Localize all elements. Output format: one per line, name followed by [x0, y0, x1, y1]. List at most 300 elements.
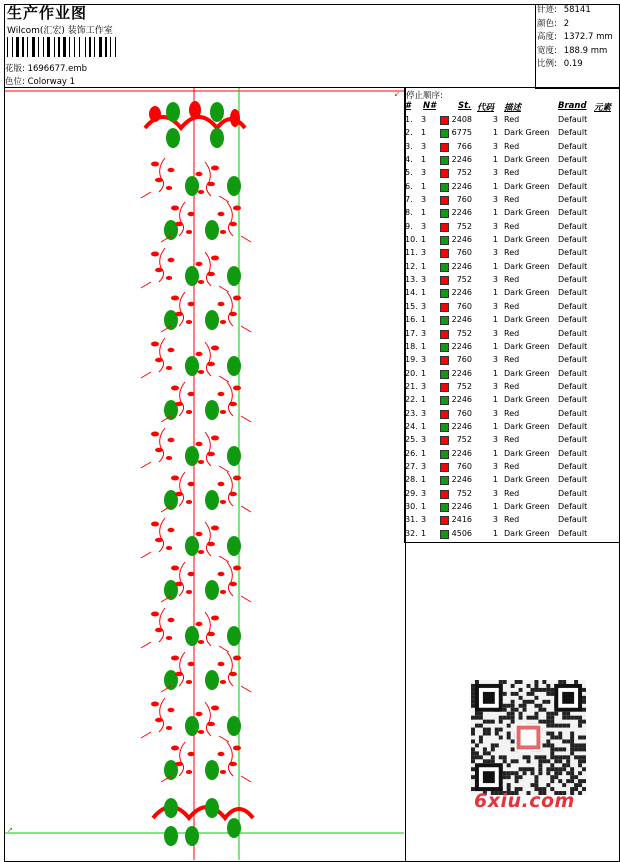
stitch-path: [205, 432, 211, 466]
row-code: 3: [492, 248, 498, 258]
row-needle: 3: [421, 195, 427, 205]
stitch-motif: [155, 268, 163, 272]
row-description: Red: [504, 355, 520, 365]
stitch-motif: [233, 206, 241, 211]
row-code: 1: [492, 448, 498, 458]
stitch-motif: [151, 702, 159, 707]
stitch-motif: [166, 366, 172, 370]
row-index: 12.: [405, 261, 418, 271]
row-description: Dark Green: [504, 528, 550, 538]
color-swatch: [440, 530, 449, 539]
row-stitches: 752: [456, 435, 472, 445]
row-code: 3: [492, 328, 498, 338]
table-row: [404, 514, 619, 527]
row-stitches: 4506: [451, 528, 472, 538]
row-index: 19.: [405, 355, 418, 365]
color-swatch: [440, 129, 449, 138]
stitch-motif: [207, 452, 215, 456]
color-swatch: [440, 410, 449, 419]
stitch-motif: [211, 346, 219, 351]
stitch-motif: [207, 272, 215, 276]
stitch-path: [159, 698, 165, 732]
row-needle: 1: [421, 421, 427, 431]
row-needle: 3: [421, 408, 427, 418]
row-description: Dark Green: [504, 341, 550, 351]
row-stitches: 2246: [451, 368, 472, 378]
stitch-motif: [171, 476, 179, 481]
stitch-path: [241, 236, 251, 242]
stitch-motif: [218, 752, 225, 756]
table-row: [404, 528, 619, 541]
row-stitches: 752: [456, 221, 472, 231]
stitch-motif: [186, 500, 192, 504]
row-needle: 1: [421, 448, 427, 458]
color-swatch: [440, 156, 449, 165]
stitch-motif: [164, 826, 178, 846]
row-needle: 3: [421, 381, 427, 391]
embroidery-preview: [5, 88, 404, 860]
stitch-path: [205, 612, 211, 646]
stitch-motif: [198, 460, 204, 464]
stitch-path: [159, 338, 165, 372]
stop-sequence-title: 停止顺序:: [406, 91, 443, 101]
row-index: 21.: [405, 381, 418, 391]
color-swatch: [440, 236, 449, 245]
row-code: 3: [492, 461, 498, 471]
stitch-motif: [198, 370, 204, 374]
table-row: [404, 501, 619, 514]
row-needle: 3: [421, 328, 427, 338]
row-code: 1: [492, 261, 498, 271]
stitch-motif: [155, 178, 163, 182]
table-row: [404, 154, 619, 167]
stitch-motif: [175, 402, 183, 406]
stitch-motif: [220, 680, 226, 684]
row-code: 1: [492, 208, 498, 218]
color-swatch: [440, 169, 449, 178]
row-needle: 1: [421, 501, 427, 511]
row-brand: Default: [558, 515, 588, 525]
stitch-motif: [218, 572, 225, 576]
table-row: [404, 328, 619, 341]
stitch-motif: [196, 442, 203, 446]
row-brand: Default: [558, 435, 588, 445]
row-index: 29.: [405, 488, 418, 498]
row-code: 3: [492, 195, 498, 205]
stat-scale: 比例: 0.19: [537, 59, 583, 69]
row-stitches: 752: [456, 168, 472, 178]
stitch-motif: [220, 500, 226, 504]
stitch-motif: [205, 220, 219, 240]
table-row: [404, 287, 619, 300]
row-needle: 3: [421, 515, 427, 525]
row-needle: 1: [421, 315, 427, 325]
row-index: 6.: [405, 181, 413, 191]
row-description: Dark Green: [504, 261, 550, 271]
table-row: [404, 261, 619, 274]
stitch-motif: [227, 446, 241, 466]
table-row: [404, 167, 619, 180]
svg-text:↗: ↗: [7, 826, 13, 834]
stitch-motif: [220, 770, 226, 774]
stitch-path: [227, 472, 233, 506]
row-stitches: 2246: [451, 421, 472, 431]
row-description: Dark Green: [504, 421, 550, 431]
stitch-motif: [220, 230, 226, 234]
stitch-motif: [218, 392, 225, 396]
stitch-motif: [185, 826, 199, 846]
stitch-motif: [188, 212, 195, 216]
color-swatch: [440, 249, 449, 258]
row-code: 1: [492, 528, 498, 538]
row-stitches: 2246: [451, 181, 472, 191]
row-stitches: 6775: [451, 128, 472, 138]
row-needle: 3: [421, 221, 427, 231]
stitch-motif: [185, 266, 199, 286]
table-row: [404, 221, 619, 234]
row-code: 3: [492, 408, 498, 418]
stitch-motif: [198, 190, 204, 194]
stitch-motif: [188, 392, 195, 396]
stitch-motif: [205, 670, 219, 690]
row-description: Red: [504, 301, 520, 311]
stitch-motif: [151, 162, 159, 167]
row-index: 14.: [405, 288, 418, 298]
stitch-motif: [168, 258, 175, 262]
watermark-logo: 6xiu.com: [474, 790, 575, 812]
row-brand: Default: [558, 115, 588, 124]
row-code: 1: [492, 288, 498, 298]
stitch-motif: [166, 456, 172, 460]
stitch-motif: [211, 166, 219, 171]
row-stitches: 760: [456, 248, 472, 258]
barcode-icon: [7, 37, 135, 57]
stitch-motif: [218, 482, 225, 486]
row-needle: 1: [421, 288, 427, 298]
stitch-path: [205, 522, 211, 556]
stitch-motif: [233, 476, 241, 481]
row-code: 1: [492, 395, 498, 405]
stitch-motif: [207, 542, 215, 546]
stitch-motif: [151, 432, 159, 437]
stitch-motif: [185, 356, 199, 376]
row-code: 3: [492, 115, 498, 124]
row-stitches: 760: [456, 195, 472, 205]
table-row: [404, 341, 619, 354]
design-file-row: [5, 62, 87, 74]
stitch-motif: [207, 722, 215, 726]
stitch-motif: [175, 312, 183, 316]
row-brand: Default: [558, 408, 588, 418]
row-brand: Default: [558, 128, 588, 138]
row-description: Dark Green: [504, 448, 550, 458]
row-stitches: 760: [456, 355, 472, 365]
row-description: Red: [504, 515, 520, 525]
stitch-path: [159, 518, 165, 552]
row-description: Red: [504, 115, 520, 124]
stitch-path: [241, 416, 251, 422]
color-swatch: [440, 343, 449, 352]
stitch-motif: [211, 436, 219, 441]
row-needle: 3: [421, 435, 427, 445]
stat-colors: 颜色: 2: [537, 18, 570, 29]
stitch-motif: [207, 632, 215, 636]
stitch-motif: [175, 672, 183, 676]
row-stitches: 2246: [451, 288, 472, 298]
stitch-motif: [220, 590, 226, 594]
stitch-path: [205, 342, 211, 376]
row-stitches: 2246: [451, 395, 472, 405]
stitch-motif: [155, 358, 163, 362]
row-needle: 1: [421, 235, 427, 245]
stitch-path: [159, 428, 165, 462]
table-row: [404, 394, 619, 407]
stitch-motif: [196, 352, 203, 356]
stitch-motif: [218, 212, 225, 216]
col-header-description: 描述: [504, 103, 522, 113]
row-needle: 1: [421, 155, 427, 165]
stitch-path: [179, 652, 185, 686]
row-description: Dark Green: [504, 395, 550, 405]
stitch-motif: [233, 746, 241, 751]
row-code: 1: [492, 341, 498, 351]
stitch-path: [179, 382, 185, 416]
design-value: 1696677.emb: [27, 64, 88, 74]
color-swatch: [440, 503, 449, 512]
row-needle: 1: [421, 368, 427, 378]
row-description: Dark Green: [504, 315, 550, 325]
color-swatch: [440, 143, 449, 152]
row-index: 3.: [405, 141, 413, 151]
stitch-path: [159, 608, 165, 642]
stitch-motif: [229, 762, 237, 766]
stitch-path: [241, 776, 251, 782]
table-row: [404, 408, 619, 421]
stat-width: 宽度: 188.9 mm: [537, 45, 608, 56]
stitch-motif: [155, 628, 163, 632]
row-brand: Default: [558, 275, 588, 285]
stitch-motif: [230, 109, 240, 127]
row-index: 17.: [405, 328, 418, 338]
row-stitches: 2246: [451, 235, 472, 245]
table-row: [404, 368, 619, 381]
row-index: 32.: [405, 528, 418, 538]
row-stitches: 2246: [451, 501, 472, 511]
row-description: Dark Green: [504, 288, 550, 298]
stitch-motif: [185, 626, 199, 646]
row-index: 27.: [405, 461, 418, 471]
stitch-motif: [164, 798, 178, 818]
stitch-motif: [227, 818, 241, 838]
stitch-path: [141, 462, 151, 468]
row-index: 16.: [405, 315, 418, 325]
stitch-path: [227, 562, 233, 596]
color-swatch: [440, 450, 449, 459]
row-needle: 3: [421, 461, 427, 471]
row-code: 1: [492, 235, 498, 245]
color-swatch: [440, 263, 449, 272]
stitch-motif: [149, 106, 161, 122]
floral-pattern: [141, 101, 253, 846]
table-row: [404, 354, 619, 367]
stitch-motif: [175, 222, 183, 226]
stitch-motif: [151, 252, 159, 257]
color-swatch: [440, 383, 449, 392]
table-row: [404, 314, 619, 327]
stitch-motif: [186, 410, 192, 414]
row-stitches: 2246: [451, 155, 472, 165]
stitch-motif: [189, 101, 201, 119]
stitch-motif: [168, 618, 175, 622]
row-index: 20.: [405, 368, 418, 378]
row-brand: Default: [558, 181, 588, 191]
table-row: [404, 421, 619, 434]
row-stitches: 752: [456, 488, 472, 498]
row-description: Red: [504, 328, 520, 338]
stitch-motif: [166, 102, 180, 122]
stitch-path: [205, 252, 211, 286]
stitch-motif: [205, 490, 219, 510]
stitch-motif: [166, 186, 172, 190]
table-row: [404, 448, 619, 461]
row-brand: Default: [558, 208, 588, 218]
stitch-motif: [151, 342, 159, 347]
stitch-motif: [211, 256, 219, 261]
company-name: Wilcom(汇宏) 装饰工作室: [7, 26, 113, 36]
row-description: Dark Green: [504, 475, 550, 485]
stitch-motif: [166, 726, 172, 730]
stitch-motif: [198, 550, 204, 554]
stitch-path: [179, 472, 185, 506]
color-swatch: [440, 196, 449, 205]
row-index: 23.: [405, 408, 418, 418]
color-swatch: [440, 516, 449, 525]
row-brand: Default: [558, 475, 588, 485]
row-code: 3: [492, 435, 498, 445]
row-stitches: 2246: [451, 315, 472, 325]
stitch-motif: [171, 746, 179, 751]
stitch-motif: [166, 276, 172, 280]
row-brand: Default: [558, 421, 588, 431]
stitch-path: [219, 286, 229, 292]
stitch-path: [241, 596, 251, 602]
row-index: 11.: [405, 248, 418, 258]
stitch-motif: [175, 492, 183, 496]
row-description: Red: [504, 141, 520, 151]
stitch-motif: [151, 522, 159, 527]
stitch-motif: [166, 128, 180, 148]
row-description: Dark Green: [504, 235, 550, 245]
row-code: 1: [492, 368, 498, 378]
row-index: 15.: [405, 301, 418, 311]
row-brand: Default: [558, 261, 588, 271]
row-code: 3: [492, 381, 498, 391]
stitch-path: [159, 158, 165, 192]
row-needle: 3: [421, 115, 427, 124]
stitch-motif: [227, 356, 241, 376]
row-code: 3: [492, 301, 498, 311]
row-brand: Default: [558, 141, 588, 151]
row-description: Dark Green: [504, 501, 550, 511]
row-description: Red: [504, 248, 520, 258]
row-brand: Default: [558, 461, 588, 471]
color-swatch: [440, 209, 449, 218]
col-header-element: 元素: [594, 103, 612, 113]
stitch-motif: [155, 448, 163, 452]
color-swatch: [440, 316, 449, 325]
stitch-motif: [155, 718, 163, 722]
stitch-motif: [229, 672, 237, 676]
row-brand: Default: [558, 328, 588, 338]
stitch-path: [179, 562, 185, 596]
stitch-motif: [186, 680, 192, 684]
row-description: Red: [504, 221, 520, 231]
stitch-motif: [205, 310, 219, 330]
stitch-motif: [198, 640, 204, 644]
col-header-brand: Brand: [558, 101, 587, 111]
row-index: 30.: [405, 501, 418, 511]
row-brand: Default: [558, 341, 588, 351]
stitch-motif: [196, 532, 203, 536]
color-swatch: [440, 423, 449, 432]
row-code: 1: [492, 181, 498, 191]
stitch-motif: [207, 362, 215, 366]
stitch-path: [179, 202, 185, 236]
stitch-motif: [218, 302, 225, 306]
color-swatch: [440, 330, 449, 339]
color-swatch: [440, 303, 449, 312]
stitch-motif: [188, 482, 195, 486]
table-row: [404, 488, 619, 501]
row-index: 7.: [405, 195, 413, 205]
stitch-motif: [233, 656, 241, 661]
design-stats: [537, 4, 613, 72]
stitch-motif: [233, 566, 241, 571]
stitch-motif: [205, 580, 219, 600]
row-needle: 1: [421, 528, 427, 538]
row-stitches: 2246: [451, 261, 472, 271]
stitch-path: [241, 686, 251, 692]
row-needle: 1: [421, 395, 427, 405]
stitch-motif: [155, 538, 163, 542]
stitch-motif: [211, 706, 219, 711]
stop-sequence-table: [404, 114, 619, 541]
stitch-motif: [171, 386, 179, 391]
stitch-motif: [168, 438, 175, 442]
stitch-motif: [188, 752, 195, 756]
stitch-motif: [227, 266, 241, 286]
stitch-path: [219, 556, 229, 562]
row-stitches: 752: [456, 328, 472, 338]
stitch-motif: [227, 536, 241, 556]
stitch-motif: [233, 386, 241, 391]
table-row: [404, 274, 619, 287]
row-code: 3: [492, 221, 498, 231]
color-swatch: [440, 289, 449, 298]
stat-height: 高度: 1372.7 mm: [537, 32, 613, 42]
stitch-motif: [229, 222, 237, 226]
row-code: 3: [492, 515, 498, 525]
row-stitches: 760: [456, 301, 472, 311]
row-brand: Default: [558, 448, 588, 458]
row-brand: Default: [558, 315, 588, 325]
color-swatch: [440, 490, 449, 499]
row-code: 3: [492, 275, 498, 285]
table-row: [404, 247, 619, 260]
row-brand: Default: [558, 248, 588, 258]
row-index: 26.: [405, 448, 418, 458]
stitch-motif: [171, 296, 179, 301]
